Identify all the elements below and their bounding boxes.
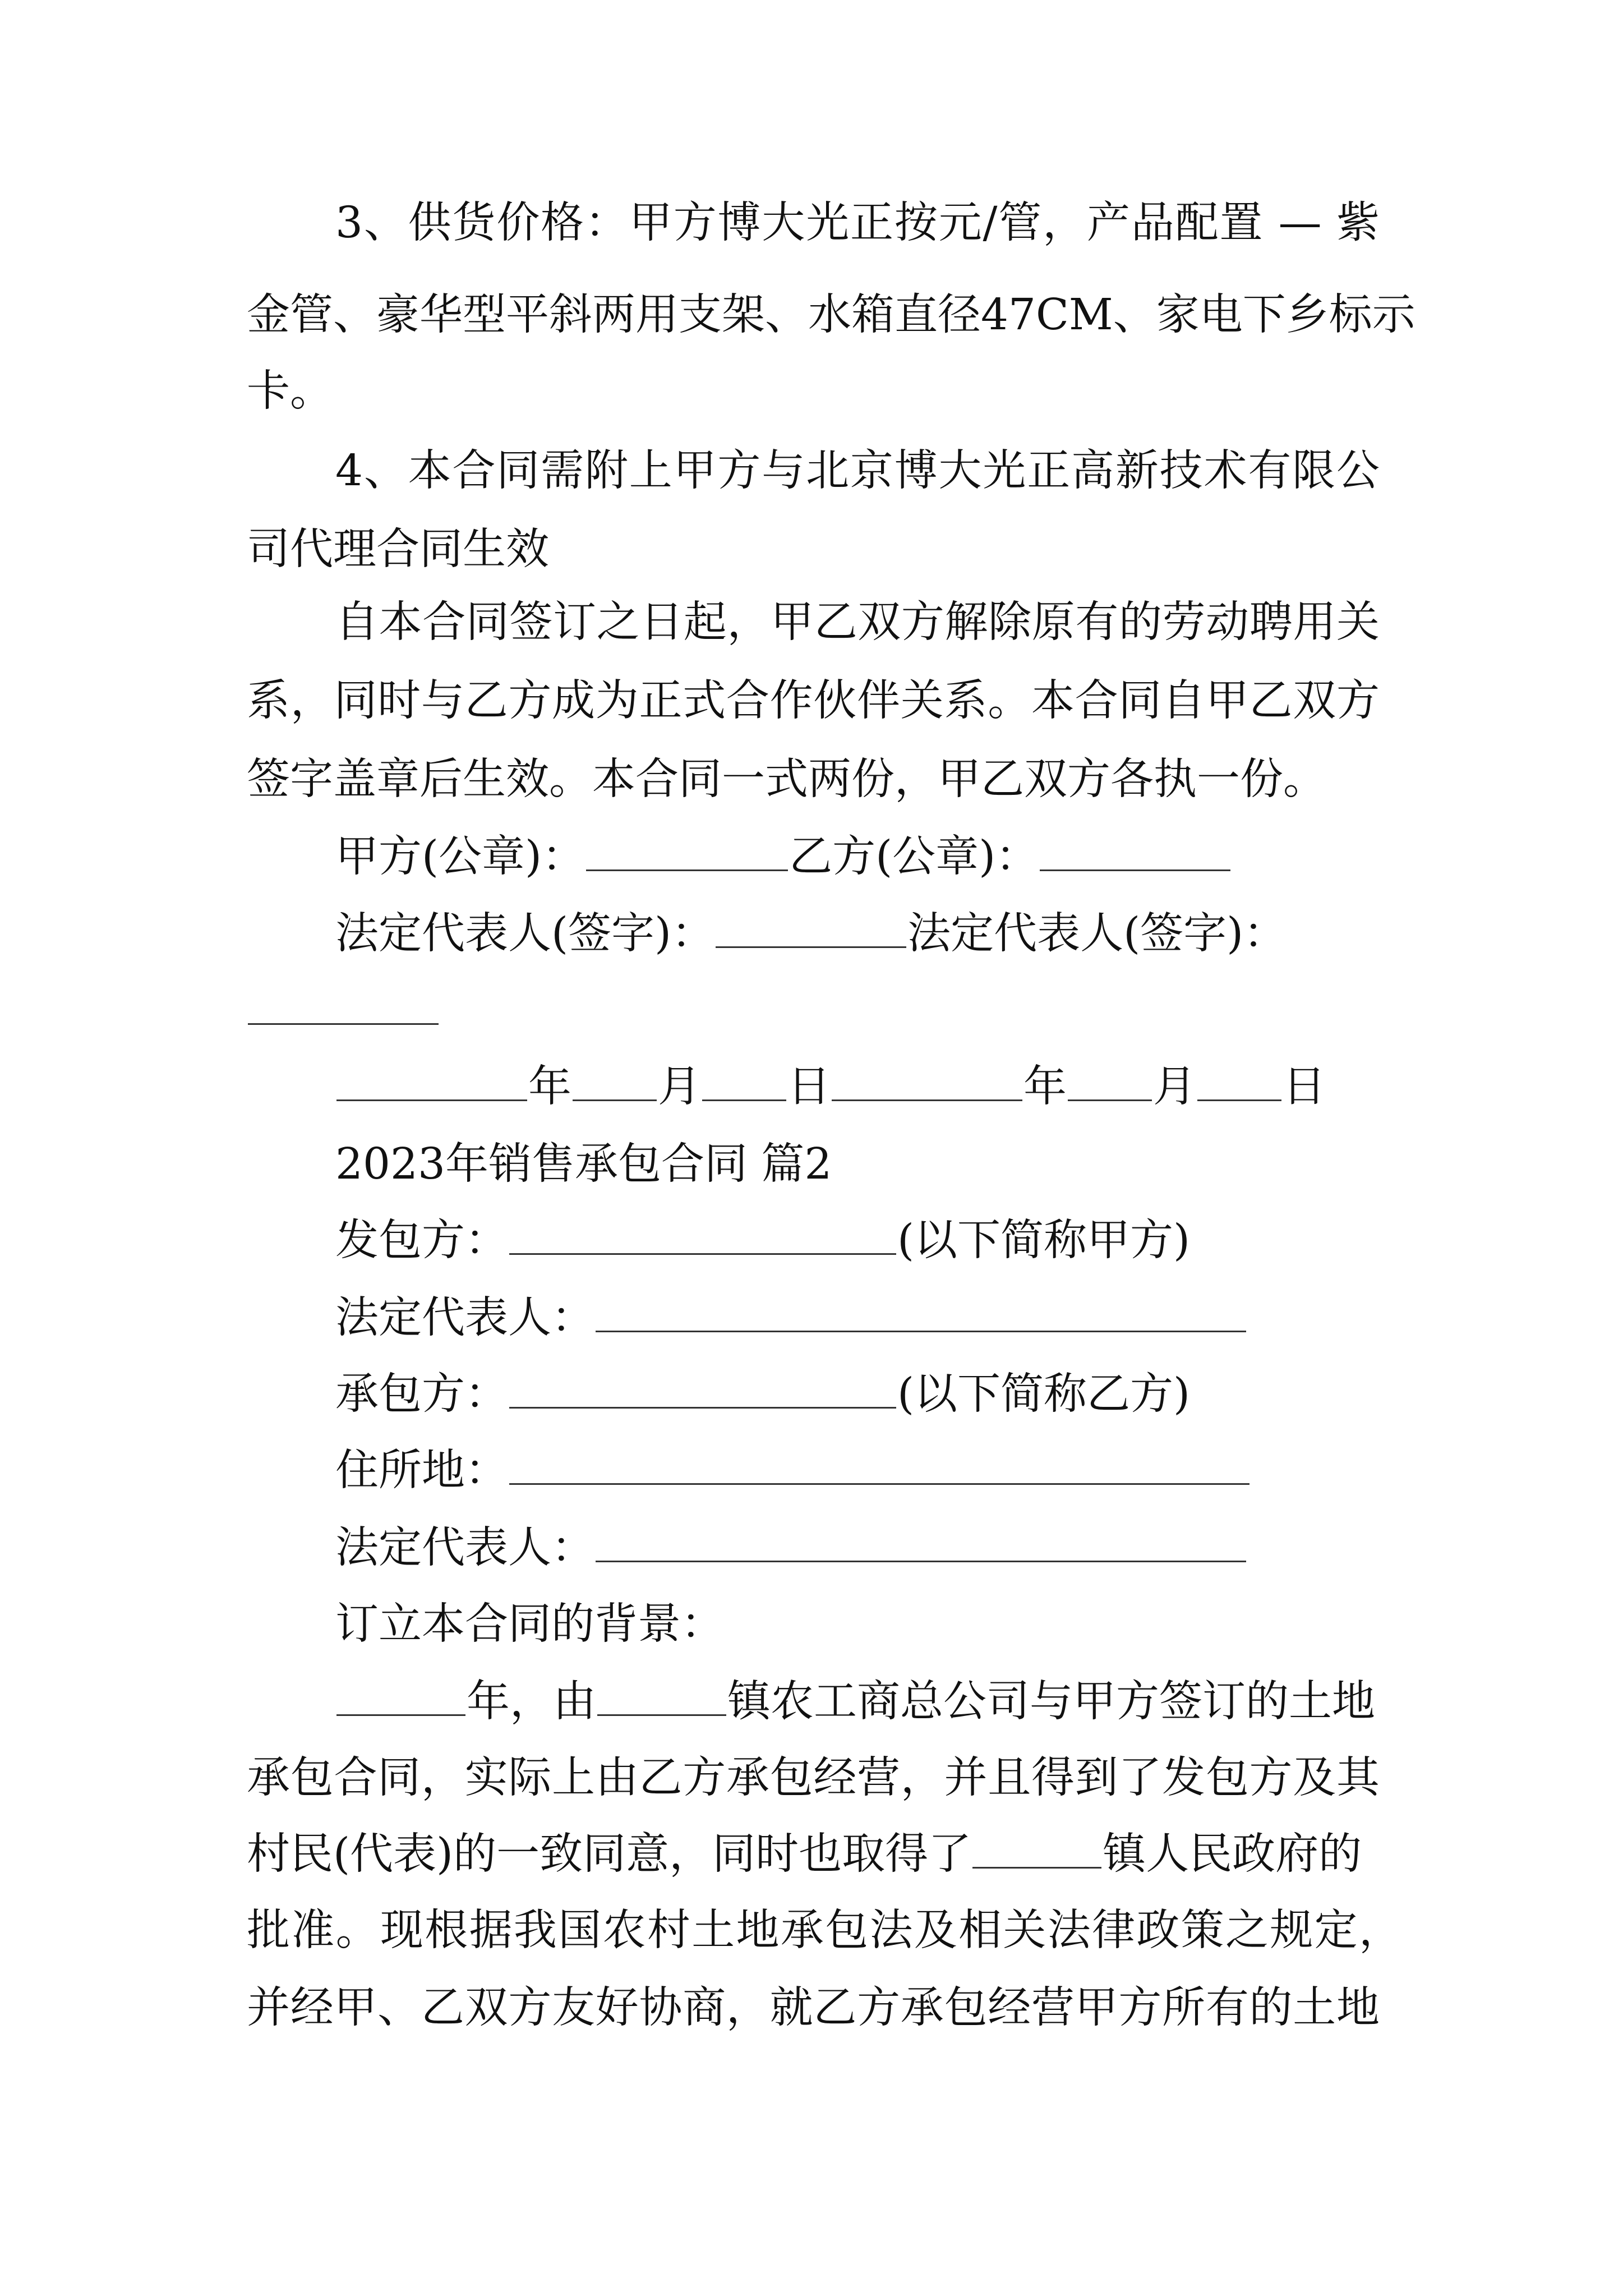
section-heading — [335, 1137, 832, 1193]
contractor-blank — [509, 1368, 896, 1409]
background-line-5 — [247, 1980, 1380, 2036]
paragraph-supply-price-line-2 — [247, 287, 1415, 343]
date-b-month-label: 月 — [1153, 1062, 1196, 1112]
address-blank — [509, 1444, 1249, 1485]
text: 司代理合同生效 — [247, 524, 549, 574]
signature-date-line — [335, 1059, 1326, 1115]
date-a-day-blank — [702, 1061, 786, 1101]
background-town-blank — [597, 1676, 726, 1716]
signature-rep-continuation — [247, 983, 440, 1039]
date-a-day-label: 日 — [787, 1062, 831, 1112]
issuer-label: 发包方： — [335, 1216, 508, 1266]
party-b-seal-blank — [1040, 831, 1230, 871]
date-b-year-label: 年 — [1023, 1062, 1067, 1112]
text: 系，同时与乙方成为正式合作伙伴关系。本合同自甲乙双方 — [247, 676, 1380, 726]
date-a-month-label: 月 — [658, 1062, 701, 1112]
paragraph-effective-line-1 — [335, 595, 1380, 651]
rep-a-label: 法定代表人(签字)： — [335, 909, 715, 959]
text: 镇农工商总公司与甲方签订的土地 — [727, 1677, 1375, 1727]
issuer-line — [335, 1213, 1190, 1269]
background-line-4 — [247, 1903, 1402, 1959]
background-year-blank — [336, 1676, 465, 1716]
heading-text: 2023年销售承包合同 篇2 — [335, 1139, 832, 1189]
date-b-month-blank — [1068, 1061, 1152, 1101]
party-a-seal-blank — [586, 831, 788, 871]
background-gov-blank — [972, 1828, 1101, 1869]
rep-b-blank — [248, 984, 439, 1025]
paragraph-attachment-line-2 — [247, 522, 549, 578]
signature-seal-line — [335, 829, 1232, 885]
text: 村民(代表)的一致同意，同时也取得了 — [247, 1829, 972, 1879]
contractor-label: 承包方： — [335, 1369, 508, 1419]
signature-rep-line — [335, 906, 1287, 962]
text: 4、本合同需附上甲方与北京博大光正高新技术有限公 — [335, 446, 1380, 496]
text: 签字盖章后生效。本合同一式两份，甲乙双方各执一份。 — [247, 754, 1326, 804]
text: 年，由 — [467, 1677, 596, 1727]
date-b-year-blank — [832, 1061, 1022, 1101]
background-line-2 — [247, 1750, 1380, 1806]
issuer-blank — [509, 1214, 896, 1255]
background-line-3 — [247, 1826, 1362, 1883]
address-line — [335, 1443, 1251, 1499]
party-a-seal-label: 甲方(公章)： — [335, 832, 585, 882]
text: 并经甲、乙双方友好协商，就乙方承包经营甲方所有的土地 — [247, 1983, 1380, 2033]
background-line-1 — [335, 1674, 1375, 1730]
issuer-note: (以下简称甲方) — [897, 1216, 1191, 1266]
rep1-label: 法定代表人： — [335, 1293, 594, 1343]
paragraph-supply-price-line-1 — [335, 195, 1380, 251]
contractor-line — [335, 1366, 1190, 1423]
paragraph-supply-price-line-3 — [247, 364, 333, 420]
date-b-day-label: 日 — [1283, 1062, 1326, 1112]
date-a-year-blank — [336, 1061, 527, 1101]
address-label: 住所地： — [335, 1446, 508, 1496]
date-a-month-blank — [573, 1061, 657, 1101]
text: 承包合同，实际上由乙方承包经营，并且得到了发包方及其 — [247, 1753, 1380, 1803]
rep2-label: 法定代表人： — [335, 1523, 594, 1573]
rep1-line — [335, 1290, 1247, 1346]
rep-a-blank — [716, 908, 906, 948]
text: 自本合同签订之日起，甲乙双方解除原有的劳动聘用关 — [335, 597, 1380, 647]
contractor-note: (以下简称乙方) — [897, 1369, 1191, 1419]
text: 金管、豪华型平斜两用支架、水箱直径47CM、家电下乡标示 — [247, 290, 1415, 340]
paragraph-effective-line-3 — [247, 752, 1326, 808]
rep1-blank — [596, 1292, 1246, 1332]
text: 批准。现根据我国农村土地承包法及相关法律政策之规定， — [247, 1906, 1402, 1955]
party-b-seal-label: 乙方(公章)： — [789, 832, 1039, 882]
background-title-text: 订立本合同的背景： — [335, 1599, 724, 1649]
date-a-year-label: 年 — [528, 1062, 571, 1112]
paragraph-effective-line-2 — [247, 673, 1380, 729]
text: 卡。 — [247, 366, 333, 416]
background-title — [335, 1596, 724, 1653]
text: 镇人民政府的 — [1103, 1829, 1362, 1879]
rep-b-label: 法定代表人(签字)： — [907, 909, 1287, 959]
text: 3、供货价格：甲方博大光正按元/管，产品配置 — 紫 — [335, 198, 1380, 248]
rep2-blank — [596, 1522, 1246, 1562]
date-b-day-blank — [1197, 1061, 1281, 1101]
paragraph-attachment-line-1 — [335, 443, 1380, 499]
rep2-line — [335, 1520, 1247, 1576]
